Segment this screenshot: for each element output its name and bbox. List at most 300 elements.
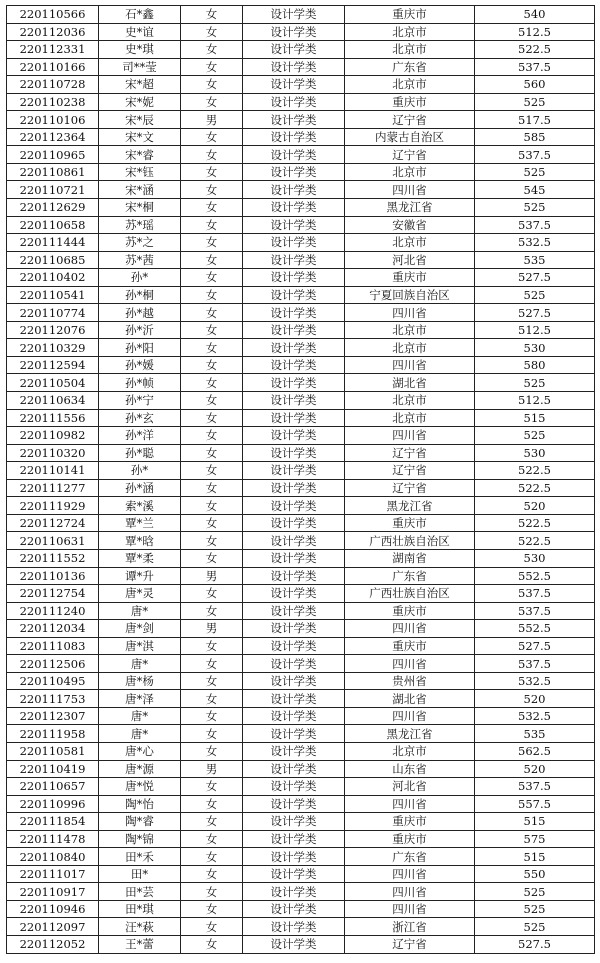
score-cell: 525 [475, 900, 595, 918]
category-cell: 设计学类 [243, 620, 345, 638]
category-cell: 设计学类 [243, 23, 345, 41]
gender-cell: 女 [181, 392, 243, 410]
score-cell: 525 [475, 374, 595, 392]
province-cell: 北京市 [345, 409, 475, 427]
name-cell: 孙*洋 [99, 427, 181, 445]
table-row [7, 146, 595, 164]
category-cell: 设计学类 [243, 672, 345, 690]
score-cell: 532.5 [475, 707, 595, 725]
province-cell: 重庆市 [345, 93, 475, 111]
candidate-id-cell: 220110658 [7, 216, 99, 234]
gender-cell: 女 [181, 216, 243, 234]
name-cell: 宋*文 [99, 128, 181, 146]
table-row [7, 778, 595, 796]
name-cell: 孙*涵 [99, 479, 181, 497]
score-cell: 527.5 [475, 637, 595, 655]
table-row [7, 795, 595, 813]
admission-list-sheet [6, 5, 594, 954]
gender-cell: 女 [181, 374, 243, 392]
category-cell: 设计学类 [243, 602, 345, 620]
score-cell: 537.5 [475, 146, 595, 164]
gender-cell: 女 [181, 199, 243, 217]
table-row [7, 655, 595, 673]
score-cell: 530 [475, 339, 595, 357]
table-row [7, 532, 595, 550]
name-cell: 田*琪 [99, 900, 181, 918]
category-cell: 设计学类 [243, 41, 345, 59]
category-cell: 设计学类 [243, 181, 345, 199]
category-cell: 设计学类 [243, 918, 345, 936]
category-cell: 设计学类 [243, 585, 345, 603]
candidate-id-cell: 220110541 [7, 286, 99, 304]
province-cell: 北京市 [345, 742, 475, 760]
table-row [7, 374, 595, 392]
score-cell: 535 [475, 251, 595, 269]
score-cell: 552.5 [475, 620, 595, 638]
candidate-id-cell: 220112594 [7, 356, 99, 374]
category-cell: 设计学类 [243, 900, 345, 918]
table-row [7, 514, 595, 532]
candidate-id-cell: 220111277 [7, 479, 99, 497]
gender-cell: 女 [181, 356, 243, 374]
candidate-id-cell: 220110320 [7, 444, 99, 462]
score-cell: 525 [475, 163, 595, 181]
province-cell: 北京市 [345, 23, 475, 41]
province-cell: 重庆市 [345, 637, 475, 655]
candidate-id-cell: 220112364 [7, 128, 99, 146]
name-cell: 王*蕾 [99, 935, 181, 953]
gender-cell: 男 [181, 620, 243, 638]
table-row [7, 883, 595, 901]
score-cell: 527.5 [475, 269, 595, 287]
gender-cell: 男 [181, 760, 243, 778]
name-cell: 孙*玄 [99, 409, 181, 427]
score-cell: 537.5 [475, 58, 595, 76]
score-cell: 525 [475, 427, 595, 445]
table-row [7, 725, 595, 743]
name-cell: 孙*帧 [99, 374, 181, 392]
candidate-id-cell: 220111478 [7, 830, 99, 848]
table-row [7, 6, 595, 24]
gender-cell: 女 [181, 725, 243, 743]
category-cell: 设计学类 [243, 58, 345, 76]
category-cell: 设计学类 [243, 848, 345, 866]
name-cell: 孙*越 [99, 304, 181, 322]
candidate-id-cell: 220110728 [7, 76, 99, 94]
name-cell: 唐* [99, 655, 181, 673]
candidate-id-cell: 220111854 [7, 813, 99, 831]
table-row [7, 93, 595, 111]
candidate-id-cell: 220110861 [7, 163, 99, 181]
name-cell: 宋*超 [99, 76, 181, 94]
score-cell: 520 [475, 497, 595, 515]
candidate-id-cell: 220112754 [7, 585, 99, 603]
name-cell: 唐* [99, 602, 181, 620]
province-cell: 四川省 [345, 707, 475, 725]
gender-cell: 女 [181, 41, 243, 59]
table-row [7, 199, 595, 217]
table-row [7, 742, 595, 760]
table-row [7, 409, 595, 427]
name-cell: 司**莹 [99, 58, 181, 76]
candidate-id-cell: 220112724 [7, 514, 99, 532]
candidate-id-cell: 220112307 [7, 707, 99, 725]
province-cell: 四川省 [345, 865, 475, 883]
table-row [7, 163, 595, 181]
gender-cell: 女 [181, 58, 243, 76]
candidate-id-cell: 220110631 [7, 532, 99, 550]
province-cell: 河北省 [345, 778, 475, 796]
gender-cell: 女 [181, 900, 243, 918]
table-row [7, 585, 595, 603]
province-cell: 湖北省 [345, 374, 475, 392]
province-cell: 四川省 [345, 900, 475, 918]
candidate-id-cell: 220110419 [7, 760, 99, 778]
name-cell: 唐* [99, 725, 181, 743]
table-row [7, 304, 595, 322]
province-cell: 重庆市 [345, 514, 475, 532]
candidate-id-cell: 220110634 [7, 392, 99, 410]
gender-cell: 女 [181, 497, 243, 515]
category-cell: 设计学类 [243, 830, 345, 848]
gender-cell: 女 [181, 795, 243, 813]
score-cell: 532.5 [475, 234, 595, 252]
name-cell: 汪*萩 [99, 918, 181, 936]
gender-cell: 女 [181, 707, 243, 725]
province-cell: 湖北省 [345, 690, 475, 708]
table-row [7, 251, 595, 269]
name-cell: 苏*之 [99, 234, 181, 252]
province-cell: 辽宁省 [345, 146, 475, 164]
table-row [7, 128, 595, 146]
category-cell: 设计学类 [243, 321, 345, 339]
category-cell: 设计学类 [243, 374, 345, 392]
table-row [7, 602, 595, 620]
category-cell: 设计学类 [243, 690, 345, 708]
category-cell: 设计学类 [243, 707, 345, 725]
name-cell: 石*鑫 [99, 6, 181, 24]
category-cell: 设计学类 [243, 935, 345, 953]
category-cell: 设计学类 [243, 778, 345, 796]
category-cell: 设计学类 [243, 725, 345, 743]
category-cell: 设计学类 [243, 269, 345, 287]
score-cell: 530 [475, 549, 595, 567]
table-row [7, 444, 595, 462]
candidate-id-cell: 220111240 [7, 602, 99, 620]
category-cell: 设计学类 [243, 532, 345, 550]
gender-cell: 女 [181, 813, 243, 831]
name-cell: 孙*沂 [99, 321, 181, 339]
name-cell: 宋*睿 [99, 146, 181, 164]
province-cell: 四川省 [345, 620, 475, 638]
score-cell: 537.5 [475, 655, 595, 673]
gender-cell: 男 [181, 567, 243, 585]
table-row [7, 392, 595, 410]
category-cell: 设计学类 [243, 339, 345, 357]
gender-cell: 女 [181, 93, 243, 111]
category-cell: 设计学类 [243, 6, 345, 24]
score-cell: 560 [475, 76, 595, 94]
category-cell: 设计学类 [243, 549, 345, 567]
category-cell: 设计学类 [243, 567, 345, 585]
category-cell: 设计学类 [243, 304, 345, 322]
province-cell: 辽宁省 [345, 479, 475, 497]
score-cell: 522.5 [475, 462, 595, 480]
table-row [7, 848, 595, 866]
name-cell: 唐*心 [99, 742, 181, 760]
province-cell: 黑龙江省 [345, 199, 475, 217]
province-cell: 安徽省 [345, 216, 475, 234]
candidate-id-cell: 220110141 [7, 462, 99, 480]
gender-cell: 女 [181, 690, 243, 708]
score-cell: 515 [475, 848, 595, 866]
score-cell: 512.5 [475, 392, 595, 410]
candidate-id-cell: 220112076 [7, 321, 99, 339]
name-cell: 宋*妮 [99, 93, 181, 111]
gender-cell: 女 [181, 637, 243, 655]
gender-cell: 女 [181, 602, 243, 620]
category-cell: 设计学类 [243, 865, 345, 883]
table-row [7, 918, 595, 936]
gender-cell: 女 [181, 655, 243, 673]
gender-cell: 女 [181, 918, 243, 936]
gender-cell: 男 [181, 111, 243, 129]
candidate-id-cell: 220111083 [7, 637, 99, 655]
candidate-id-cell: 220110982 [7, 427, 99, 445]
province-cell: 重庆市 [345, 602, 475, 620]
category-cell: 设计学类 [243, 883, 345, 901]
gender-cell: 女 [181, 163, 243, 181]
table-row [7, 321, 595, 339]
score-cell: 540 [475, 6, 595, 24]
category-cell: 设计学类 [243, 813, 345, 831]
candidate-id-cell: 220110685 [7, 251, 99, 269]
score-cell: 522.5 [475, 514, 595, 532]
province-cell: 重庆市 [345, 830, 475, 848]
name-cell: 田*禾 [99, 848, 181, 866]
name-cell: 孙*媛 [99, 356, 181, 374]
gender-cell: 女 [181, 479, 243, 497]
gender-cell: 女 [181, 76, 243, 94]
category-cell: 设计学类 [243, 216, 345, 234]
category-cell: 设计学类 [243, 795, 345, 813]
table-row [7, 690, 595, 708]
gender-cell: 女 [181, 672, 243, 690]
province-cell: 黑龙江省 [345, 497, 475, 515]
name-cell: 宋*桐 [99, 199, 181, 217]
score-cell: 515 [475, 813, 595, 831]
name-cell: 孙* [99, 269, 181, 287]
category-cell: 设计学类 [243, 637, 345, 655]
candidate-id-cell: 220110581 [7, 742, 99, 760]
gender-cell: 女 [181, 409, 243, 427]
score-cell: 520 [475, 690, 595, 708]
category-cell: 设计学类 [243, 111, 345, 129]
candidate-id-cell: 220110774 [7, 304, 99, 322]
candidate-id-cell: 220110965 [7, 146, 99, 164]
province-cell: 内蒙古自治区 [345, 128, 475, 146]
gender-cell: 女 [181, 128, 243, 146]
score-cell: 537.5 [475, 216, 595, 234]
table-row [7, 900, 595, 918]
candidate-id-cell: 220111444 [7, 234, 99, 252]
gender-cell: 女 [181, 269, 243, 287]
score-cell: 525 [475, 286, 595, 304]
category-cell: 设计学类 [243, 163, 345, 181]
category-cell: 设计学类 [243, 427, 345, 445]
table-row [7, 234, 595, 252]
province-cell: 辽宁省 [345, 462, 475, 480]
score-cell: 557.5 [475, 795, 595, 813]
gender-cell: 女 [181, 742, 243, 760]
candidate-id-cell: 220110917 [7, 883, 99, 901]
table-row [7, 286, 595, 304]
candidate-id-cell: 220110329 [7, 339, 99, 357]
province-cell: 广东省 [345, 58, 475, 76]
province-cell: 湖南省 [345, 549, 475, 567]
province-cell: 重庆市 [345, 269, 475, 287]
name-cell: 宋*钰 [99, 163, 181, 181]
name-cell: 唐*剑 [99, 620, 181, 638]
table-row [7, 339, 595, 357]
gender-cell: 女 [181, 935, 243, 953]
candidate-id-cell: 220110996 [7, 795, 99, 813]
category-cell: 设计学类 [243, 356, 345, 374]
score-cell: 520 [475, 760, 595, 778]
candidate-id-cell: 220112097 [7, 918, 99, 936]
province-cell: 四川省 [345, 795, 475, 813]
province-cell: 广东省 [345, 567, 475, 585]
candidate-id-cell: 220111958 [7, 725, 99, 743]
category-cell: 设计学类 [243, 760, 345, 778]
table-row [7, 111, 595, 129]
table-row [7, 216, 595, 234]
category-cell: 设计学类 [243, 444, 345, 462]
name-cell: 覃*晗 [99, 532, 181, 550]
category-cell: 设计学类 [243, 655, 345, 673]
gender-cell: 女 [181, 181, 243, 199]
name-cell: 唐*淇 [99, 637, 181, 655]
name-cell: 苏*瑶 [99, 216, 181, 234]
candidate-id-cell: 220110136 [7, 567, 99, 585]
name-cell: 孙*宁 [99, 392, 181, 410]
name-cell: 唐*泽 [99, 690, 181, 708]
category-cell: 设计学类 [243, 234, 345, 252]
category-cell: 设计学类 [243, 479, 345, 497]
score-cell: 522.5 [475, 479, 595, 497]
table-row [7, 479, 595, 497]
province-cell: 四川省 [345, 181, 475, 199]
table-row [7, 567, 595, 585]
score-cell: 552.5 [475, 567, 595, 585]
score-cell: 535 [475, 725, 595, 743]
candidate-id-cell: 220110566 [7, 6, 99, 24]
table-row [7, 269, 595, 287]
province-cell: 北京市 [345, 76, 475, 94]
province-cell: 北京市 [345, 321, 475, 339]
gender-cell: 女 [181, 532, 243, 550]
candidate-id-cell: 220111556 [7, 409, 99, 427]
name-cell: 孙*聪 [99, 444, 181, 462]
province-cell: 广东省 [345, 848, 475, 866]
score-cell: 522.5 [475, 532, 595, 550]
category-cell: 设计学类 [243, 462, 345, 480]
province-cell: 辽宁省 [345, 935, 475, 953]
candidate-id-cell: 220110106 [7, 111, 99, 129]
province-cell: 北京市 [345, 392, 475, 410]
table-row [7, 58, 595, 76]
name-cell: 史*琪 [99, 41, 181, 59]
score-cell: 537.5 [475, 602, 595, 620]
gender-cell: 女 [181, 339, 243, 357]
province-cell: 四川省 [345, 304, 475, 322]
category-cell: 设计学类 [243, 742, 345, 760]
name-cell: 谭*升 [99, 567, 181, 585]
admission-table [6, 5, 595, 954]
gender-cell: 女 [181, 146, 243, 164]
table-row [7, 549, 595, 567]
category-cell: 设计学类 [243, 128, 345, 146]
category-cell: 设计学类 [243, 146, 345, 164]
gender-cell: 女 [181, 514, 243, 532]
table-row [7, 935, 595, 953]
candidate-id-cell: 220112506 [7, 655, 99, 673]
candidate-id-cell: 220110721 [7, 181, 99, 199]
table-row [7, 830, 595, 848]
score-cell: 525 [475, 199, 595, 217]
score-cell: 545 [475, 181, 595, 199]
province-cell: 北京市 [345, 234, 475, 252]
score-cell: 512.5 [475, 23, 595, 41]
gender-cell: 女 [181, 321, 243, 339]
score-cell: 515 [475, 409, 595, 427]
candidate-id-cell: 220111017 [7, 865, 99, 883]
score-cell: 517.5 [475, 111, 595, 129]
table-row [7, 707, 595, 725]
gender-cell: 女 [181, 286, 243, 304]
name-cell: 覃*兰 [99, 514, 181, 532]
name-cell: 陶*怡 [99, 795, 181, 813]
name-cell: 唐*灵 [99, 585, 181, 603]
score-cell: 525 [475, 918, 595, 936]
candidate-id-cell: 220112331 [7, 41, 99, 59]
category-cell: 设计学类 [243, 409, 345, 427]
table-body [7, 6, 595, 954]
name-cell: 陶*锦 [99, 830, 181, 848]
score-cell: 537.5 [475, 585, 595, 603]
score-cell: 550 [475, 865, 595, 883]
province-cell: 贵州省 [345, 672, 475, 690]
province-cell: 山东省 [345, 760, 475, 778]
name-cell: 陶*睿 [99, 813, 181, 831]
score-cell: 537.5 [475, 778, 595, 796]
candidate-id-cell: 220110946 [7, 900, 99, 918]
category-cell: 设计学类 [243, 199, 345, 217]
score-cell: 580 [475, 356, 595, 374]
province-cell: 四川省 [345, 655, 475, 673]
name-cell: 索*溪 [99, 497, 181, 515]
candidate-id-cell: 220110166 [7, 58, 99, 76]
gender-cell: 女 [181, 427, 243, 445]
score-cell: 575 [475, 830, 595, 848]
gender-cell: 女 [181, 549, 243, 567]
gender-cell: 女 [181, 462, 243, 480]
category-cell: 设计学类 [243, 93, 345, 111]
name-cell: 田* [99, 865, 181, 883]
gender-cell: 女 [181, 251, 243, 269]
gender-cell: 女 [181, 883, 243, 901]
province-cell: 浙江省 [345, 918, 475, 936]
